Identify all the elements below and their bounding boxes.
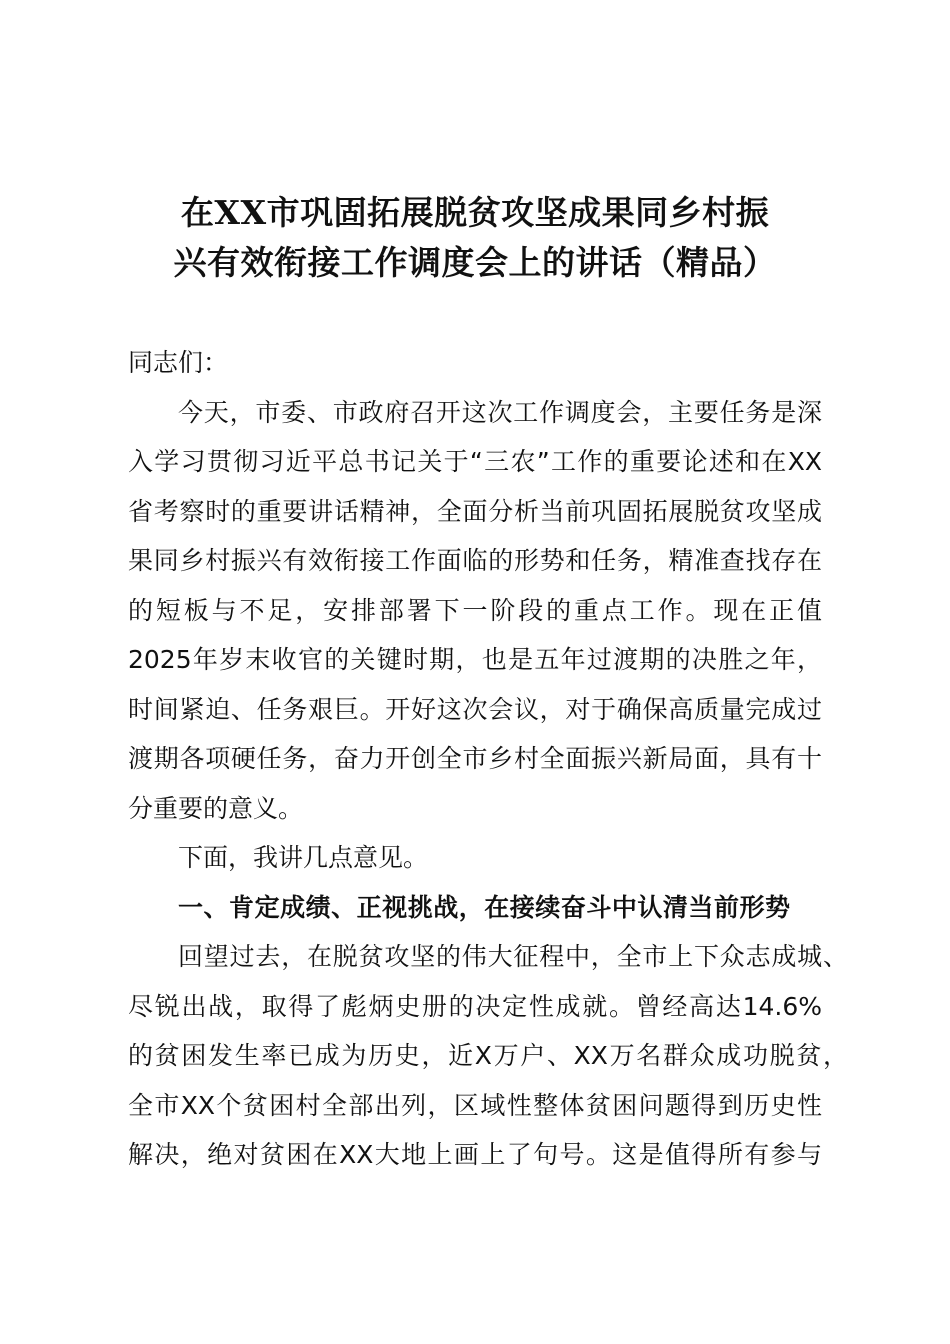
paragraph-line: 省考察时的重要讲话精神，全面分析当前巩固拓展脱贫攻坚成: [128, 497, 822, 526]
paragraph-line: 时间紧迫、任务艰巨。开好这次会议，对于确保高质量完成过: [128, 695, 822, 724]
paragraph-line: 的短板与不足，安排部署下一阶段的重点工作。现在正值: [128, 596, 822, 625]
paragraph-line: 尽锐出战，取得了彪炳史册的决定性成就。曾经高达14.6%: [128, 992, 822, 1021]
paragraph-line: 下面，我讲几点意见。: [178, 843, 429, 872]
section-heading: 一、肯定成绩、正视挑战，在接续奋斗中认清当前形势: [178, 893, 790, 922]
paragraph-line: 果同乡村振兴有效衔接工作面临的形势和任务，精准查找存在: [128, 546, 822, 575]
document-title-line-1: 在XX市巩固拓展脱贫攻坚成果同乡村振: [180, 193, 770, 232]
paragraph-line: 渡期各项硬任务，奋力开创全市乡村全面振兴新局面，具有十: [128, 744, 822, 773]
paragraph-line: 分重要的意义。: [128, 794, 304, 823]
document-title-line-2: 兴有效衔接工作调度会上的讲话（精品）: [173, 243, 777, 282]
paragraph-line: 回望过去，在脱贫攻坚的伟大征程中，全市上下众志成城、: [178, 942, 848, 971]
paragraph-line: 的贫困发生率已成为历史，近X万户、XX万名群众成功脱贫，: [128, 1041, 848, 1070]
salutation: 同志们：: [128, 348, 229, 377]
paragraph-line: 2025年岁末收官的关键时期，也是五年过渡期的决胜之年，: [128, 645, 822, 674]
paragraph-line: 入学习贯彻习近平总书记关于“三农”工作的重要论述和在XX: [128, 447, 822, 476]
paragraph-line: 今天，市委、市政府召开这次工作调度会，主要任务是深: [178, 398, 822, 427]
paragraph-line: 全市XX个贫困村全部出列，区域性整体贫困问题得到历史性: [128, 1091, 822, 1120]
paragraph-line: 解决，绝对贫困在XX大地上画上了句号。这是值得所有参与: [128, 1140, 822, 1169]
